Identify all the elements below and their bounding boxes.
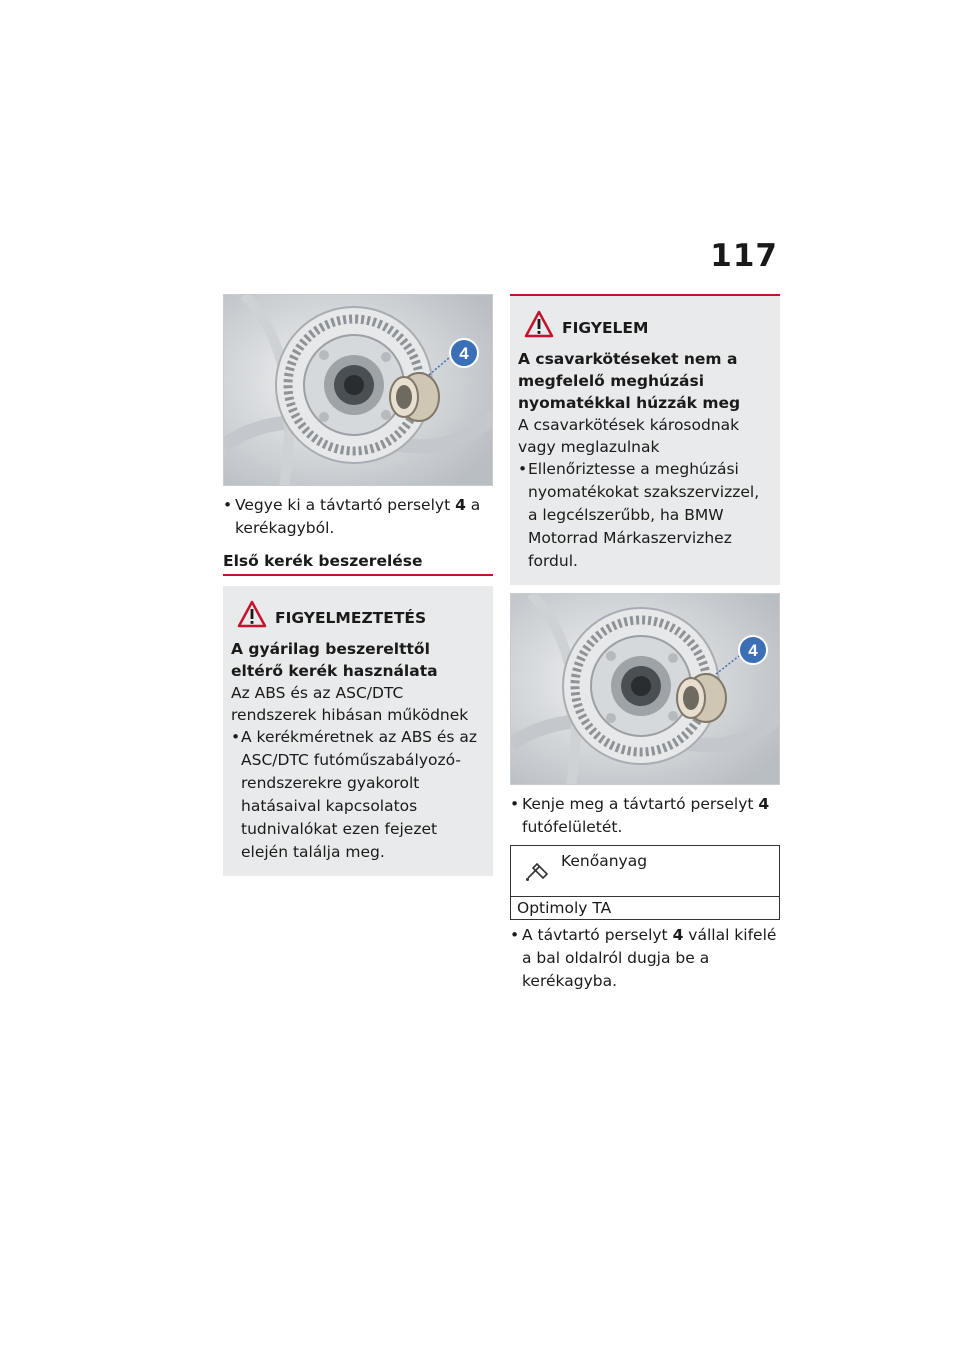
list-item: • A kerékméretnek az ABS és az ASC/DTC futóműszabályozó-rendszerekre gyakorolt hatásaival kapcsolatos tudnivalókat ezen fejezet elején találja meg. [231, 726, 485, 864]
warning-triangle-icon [237, 600, 267, 628]
list-item: • Kenje meg a távtartó perselyt 4 futófelületét. [510, 793, 780, 839]
notice-list [518, 458, 772, 573]
wheel-hub-photo [223, 294, 493, 486]
instruction-step [223, 494, 493, 540]
notice-box [510, 294, 780, 585]
warning-title: A gyárilag beszerelttől eltérő kerék használata [231, 640, 438, 680]
warning-box [223, 586, 493, 876]
grease-gun-icon [525, 860, 551, 882]
list-item: • A távtartó perselyt 4 vállal kifelé a bal oldalról dugja be a kerékagyba. [510, 924, 780, 993]
notice-text: A csavarkötések károsodnak vagy meglazulnak [518, 416, 740, 456]
warning-header [231, 600, 485, 636]
wheel-hub-illustration [224, 295, 493, 486]
instruction-step [510, 924, 780, 993]
lubricant-table [510, 845, 780, 920]
notice-label: FIGYELEM [562, 319, 649, 337]
section-title: Első kerék beszerelése [223, 552, 493, 576]
warning-label: FIGYELMEZTETÉS [275, 609, 427, 627]
right-column [510, 294, 780, 993]
warning-text: Az ABS és az ASC/DTC rendszerek hibásan működnek [231, 684, 469, 724]
part-reference: 4 [758, 795, 770, 813]
lubricant-label: Kenőanyag [561, 852, 648, 870]
lubricant-header [511, 846, 779, 897]
part-reference: 4 [455, 496, 466, 514]
warning-list [231, 726, 485, 864]
notice-header [518, 310, 772, 346]
page-number: 117 [710, 238, 778, 274]
list-item: • Ellenőriztesse a meghúzási nyomatékokat szakszervizzel, a legcélszerűbb, ha BMW Motorrad Márkaszervizhez fordul. [518, 458, 772, 573]
part-reference: 4 [672, 926, 684, 944]
wheel-hub-photo [510, 593, 780, 785]
list-item: • Vegye ki a távtartó perselyt 4 a kerékagyból. [223, 494, 493, 540]
instruction-step [510, 793, 780, 839]
notice-title: A csavarkötéseket nem a megfelelő meghúzási nyomatékkal húzzák meg [518, 350, 741, 412]
left-column [223, 294, 493, 876]
lubricant-value: Optimoly TA [517, 899, 612, 917]
callout-4: 4 [748, 641, 758, 660]
wheel-hub-illustration [511, 594, 780, 785]
warning-triangle-icon [524, 310, 554, 338]
callout-4: 4 [459, 344, 469, 363]
